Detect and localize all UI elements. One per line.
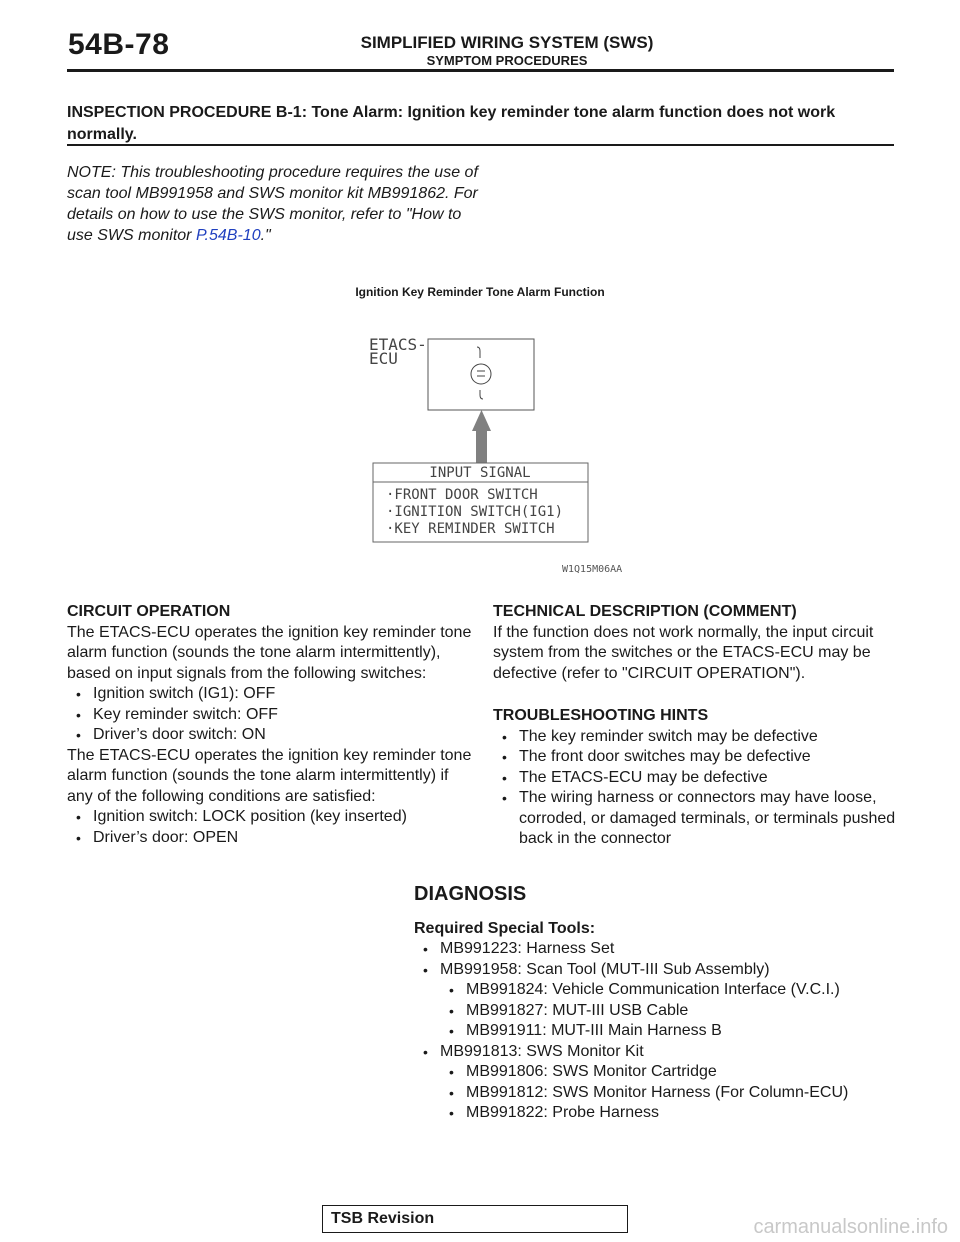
diagram-caption: Ignition Key Reminder Tone Alarm Function bbox=[355, 285, 605, 299]
circuit-operation-list2 bbox=[67, 807, 472, 848]
tool-item: • MB991806: SWS Monitor Cartridge bbox=[414, 1062, 914, 1083]
diagram-code: W1Q15M06AA bbox=[562, 564, 623, 575]
tools-list bbox=[414, 939, 914, 980]
list-item: • Ignition switch (IG1): OFF bbox=[67, 684, 472, 705]
watermark: carmanualsonline.info bbox=[753, 1216, 948, 1238]
page-number: 54B-78 bbox=[68, 28, 170, 61]
list-item: • The ETACS-ECU may be defective bbox=[493, 768, 903, 789]
input-item-ignition: ·IGNITION SWITCH(IG1) bbox=[386, 504, 564, 520]
tool-item: • MB991813: SWS Monitor Kit bbox=[414, 1042, 914, 1063]
tool-item: • MB991812: SWS Monitor Harness (For Column-ECU) bbox=[414, 1083, 914, 1104]
note-text: NOTE: This troubleshooting procedure requires the use of scan tool MB991958 and SWS monitor kit MB991862. For details on how to use the SWS monitor, refer to "How to use SWS monitor bbox=[67, 164, 478, 244]
tools-sublist-scan-tool bbox=[414, 980, 914, 1042]
ecu-label-2: ECU bbox=[369, 349, 398, 368]
note-ref-link[interactable]: P.54B-10 bbox=[195, 227, 261, 244]
list-item: • Ignition switch: LOCK position (key inserted) bbox=[67, 807, 472, 828]
procedure-title: INSPECTION PROCEDURE B-1: Tone Alarm: Ignition key reminder tone alarm function does not work normally. bbox=[67, 104, 836, 143]
input-signal-header: INPUT SIGNAL bbox=[429, 465, 531, 481]
note bbox=[67, 162, 487, 246]
header-title: SIMPLIFIED WIRING SYSTEM (SWS) bbox=[360, 33, 654, 52]
tool-item: • MB991824: Vehicle Communication Interface (V.C.I.) bbox=[414, 980, 914, 1001]
list-item: • The key reminder switch may be defective bbox=[493, 727, 903, 748]
tsb-revision-label: TSB Revision bbox=[331, 1210, 435, 1227]
troubleshooting-hints-list bbox=[493, 727, 903, 850]
tsb-revision-box bbox=[322, 1205, 628, 1233]
tool-item: • MB991911: MUT-III Main Harness B bbox=[414, 1021, 914, 1042]
list-item: • The front door switches may be defective bbox=[493, 747, 903, 768]
tool-item: • MB991958: Scan Tool (MUT-III Sub Assembly) bbox=[414, 960, 914, 981]
diagram bbox=[340, 330, 650, 580]
tools-sublist-sws-kit bbox=[414, 1062, 914, 1124]
diagnosis-section bbox=[414, 884, 914, 1124]
circuit-operation bbox=[67, 602, 472, 848]
circuit-operation-heading: CIRCUIT OPERATION bbox=[67, 603, 231, 620]
list-item: • The wiring harness or connectors may have loose, corroded, or damaged terminals, or terminals pushed back in the connector bbox=[493, 788, 903, 850]
tool-item: • MB991827: MUT-III USB Cable bbox=[414, 1001, 914, 1022]
circuit-operation-para1: The ETACS-ECU operates the ignition key reminder tone alarm function (sounds the tone alarm intermittently), based on input signals from the following switches: bbox=[67, 623, 472, 682]
technical-description-text: If the function does not work normally, the input circuit system from the switches or the ETACS-ECU may be defective (refer to "CIRCUIT OPERATION"). bbox=[493, 623, 874, 682]
technical-description-heading: TECHNICAL DESCRIPTION (COMMENT) bbox=[493, 603, 797, 620]
up-arrow bbox=[472, 410, 491, 463]
circuit-operation-para2: The ETACS-ECU operates the ignition key reminder tone alarm function (sounds the tone alarm intermittently) if any of the following conditions are satisfied: bbox=[67, 746, 472, 805]
right-column bbox=[493, 602, 903, 850]
list-item: • Driver’s door switch: ON bbox=[67, 725, 472, 746]
list-item: • Driver’s door: OPEN bbox=[67, 828, 472, 849]
circuit-operation-list1 bbox=[67, 684, 472, 746]
ecu-box bbox=[428, 339, 534, 410]
tools-heading: Required Special Tools: bbox=[414, 919, 596, 937]
header-subtitle: SYMPTOM PROCEDURES bbox=[426, 53, 588, 68]
note-suffix: ." bbox=[260, 227, 271, 244]
tools-list-2 bbox=[414, 1042, 914, 1063]
input-item-front-door: ·FRONT DOOR SWITCH bbox=[386, 487, 538, 503]
input-item-key-reminder: ·KEY REMINDER SWITCH bbox=[386, 521, 555, 537]
diagnosis-title: DIAGNOSIS bbox=[414, 883, 527, 905]
title-rule bbox=[67, 144, 894, 146]
tool-item: • MB991223: Harness Set bbox=[414, 939, 914, 960]
list-item: • Key reminder switch: OFF bbox=[67, 705, 472, 726]
header-rule bbox=[67, 69, 894, 72]
ecu-label-1: ETACS- bbox=[369, 335, 427, 354]
tool-item: • MB991822: Probe Harness bbox=[414, 1103, 914, 1124]
troubleshooting-hints-heading: TROUBLESHOOTING HINTS bbox=[493, 707, 709, 724]
